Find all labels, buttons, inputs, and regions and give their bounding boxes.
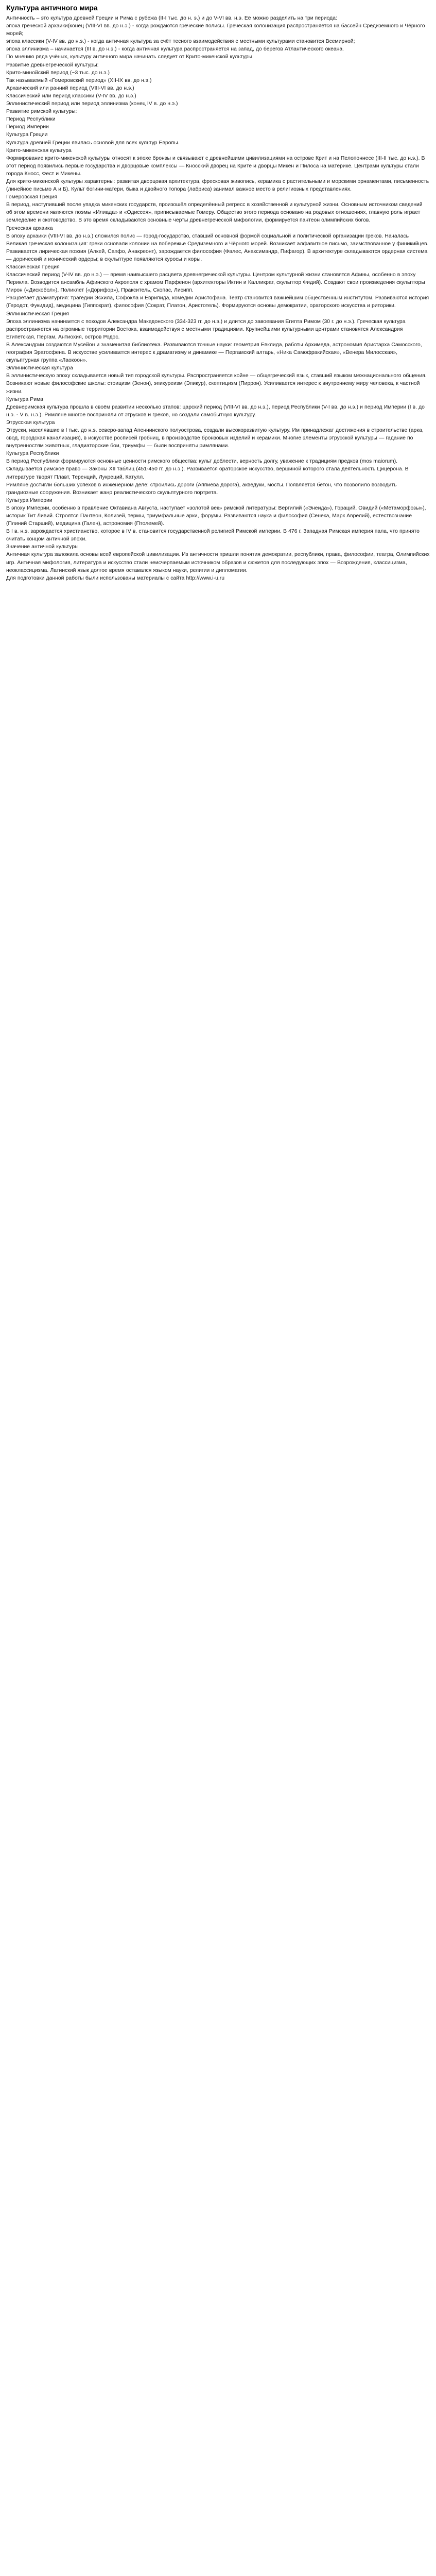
paragraph: Классический или период классики (V-IV вв. до н.э.) bbox=[6, 93, 136, 99]
paragraph: Расцветает драматургия: трагедии Эсхила, Софокла и Еврипида, комедии Аристофана. Театр становится важнейшим общественным институтом. Развиваются история (Геродот, Фукидид), медицина (Гиппократ), философия (Сократ, Платон, Аристотель). Формируются основы демократии, ораторского искусства и риторики. bbox=[6, 295, 429, 309]
paragraph: Так называемый «Гомеровский период» (XII-IX вв. до н.э.) bbox=[6, 77, 152, 83]
paragraph: Значение античной культуры bbox=[6, 544, 79, 550]
paragraph: Развитие римской культуры: bbox=[6, 109, 77, 115]
paragraph: Древнеримская культура прошла в своём развитии несколько этапов: царский период (VIII-VI вв. до н.э.), период Республики (V-I вв. до н.э.) и период Империи (I в. до н.э. - V в. н.э.). Римляне многое восприняли от этрусков и греков, но создали самобытную культуру. bbox=[6, 404, 425, 418]
paragraph: Античная культура заложила основы всей европейской цивилизации. Из античности пришли понятия демократии, республики, права, философии, театра, Олимпийских игр. Античная мифология, литература и искусство стали неисчерпаемым источником образов и сюжетов для последующих эпох — Возрождения, классицизма, неоклассицизма. Латинский язык долгое время оставался языком науки, религии и дипломатии. bbox=[6, 552, 430, 573]
paragraph: В эпоху архаики (VIII-VI вв. до н.э.) сложился полис — город-государство, ставший основной формой социальной и политической организации греков. Началась Великая греческая колонизация: греки основали колонии на побережье Средиземного и Чёрного морей. Возникает алфавитное письмо, заимствованное у финикийцев. Развивается лирическая поэзия (Алкей, Сапфо, Анакреонт), зарождается философия (Фалес, Анаксимандр, Пифагор). В архитектуре складываются ордерная система — дорический и ионический ордеры; в скульптуре появляются куросы и коры. bbox=[6, 233, 429, 262]
paragraph: Классическая Греция bbox=[6, 264, 60, 270]
paragraph: Культура Греции bbox=[6, 132, 48, 138]
paragraph: Античность – это культура древней Греции и Рима с рубежа (II-I тыс. до н. э.) и до V-VI вв. н.э. Её можно разделить на три периода: bbox=[6, 15, 337, 21]
paragraph: Культура Республики bbox=[6, 451, 59, 457]
paragraph: Период Республики bbox=[6, 116, 56, 123]
paragraph: Формирование крито-микенской культуры относят к эпохе бронзы и связывают с древнейшими цивилизациями на острове Крит и на Пелопоннесе (III-II тыс. до н.э.). В этот период появились первые государства и дворцовые комплексы — Кносский дворец на Крите и дворцы Микен и Пилоса на материке. Центрами культуры стали города Кносс, Фест и Микены. bbox=[6, 155, 425, 177]
paragraph: эпоха эллинизма – начинается (III в. до н.э.) - когда античная культура распространяется на запад, до берегов Атлантического океана. bbox=[6, 46, 344, 53]
paragraph: Крито-минойский период (~3 тыс. до н.э.) bbox=[6, 70, 110, 76]
paragraph: По мнению ряда учёных, культуру античного мира начинать следует от Крито-микенской культуры. bbox=[6, 54, 254, 60]
paragraph: Культура Рима bbox=[6, 396, 43, 402]
paragraph: Этрусская культура bbox=[6, 419, 55, 426]
paragraph: Этруски, населявшие в I тыс. до н.э. северо-запад Апеннинского полуострова, создали высокоразвитую культуру. Им принадлежат достижения в строительстве (арка, свод, городская канализация), в искусстве росписей гробниц, в производстве бронзовых изделий и керамики. Многие элементы этрусской культуры — гадание по внутренностям животных, гладиаторские бои, триумфы — были восприняты римлянами. bbox=[6, 427, 424, 449]
document-title: Культура античного мира bbox=[6, 4, 98, 12]
paragraph: Эллинистический период или период эллинизма (конец IV в. до н.э.) bbox=[6, 101, 178, 107]
paragraph: Эллинистическая Греция bbox=[6, 311, 69, 317]
paragraph: В период, наступивший после упадка микенских государств, произошёл определённый регресс в хозяйственной и культурной жизни. Основным источником сведений об этом времени являются поэмы «Илиада» и «Одиссея», приписываемые Гомеру. Общество этого периода основано на родовых отношениях, главную роль играет земледелие и скотоводство. В это время складываются основные черты древнегреческой мифологии, формируется пантеон олимпийских богов. bbox=[6, 202, 423, 224]
paragraph: В период Республики формируются основные ценности римского общества: культ доблести, верность долгу, уважение к традициям предков (mos maiorum). Складывается римское право — Законы XII таблиц (451-450 гг. до н.э.). Развивается ораторское искусство, вершиной которого стала деятельность Цицерона. В литературе творят Плавт, Теренций, Лукреций, Катулл. bbox=[6, 459, 409, 480]
paragraph: эпоха греческой архаики(конец (VIII-VI вв. до н.э.) - когда рождаются греческие полисы. Греческая колонизация распространяется на бассейн Средиземного и Чёрного морей; bbox=[6, 23, 425, 37]
paragraph: Греческая архаика bbox=[6, 225, 53, 231]
paragraph: Культура Империи bbox=[6, 497, 53, 503]
paragraph: В Александрии создаются Мусейон и знаменитая библиотека. Развиваются точные науки: геометрия Евклида, работы Архимеда, астрономия Аристарха Самосского, география Эратосфена. В искусстве усиливается интерес к драматизму и динамике — Пергамский алтарь, «Ника Самофракийская», «Венера Милосская», скульптурная группа «Лаокоон». bbox=[6, 342, 422, 364]
paragraph: Эллинистическая культура bbox=[6, 365, 73, 371]
paragraph: Для подготовки данной работы были использованы материалы с сайта http://www.i-u.ru bbox=[6, 575, 224, 581]
paragraph: Римляне достигли больших успехов в инженерном деле: строились дороги (Аппиева дорога), акведуки, мосты. Появляется бетон, что позволило возводить грандиозные сооружения. Возникает жанр реалистического скульптурного портрета. bbox=[6, 482, 397, 496]
paragraph: В эпоху Империи, особенно в правление Октавиана Августа, наступает «золотой век» римской литературы: Вергилий («Энеида»), Гораций, Овидий («Метаморфозы»), историк Тит Ливий. Строятся Пантеон, Колизей, термы, триумфальные арки, форумы. Развиваются наука и философия (Сенека, Марк Аврелий), естествознание (Плиний Старший), медицина (Гален), астрономия (Птолемей). bbox=[6, 505, 426, 527]
paragraph: Период Империи bbox=[6, 124, 49, 130]
paragraph: Крито-микенская культура bbox=[6, 147, 72, 154]
paragraph: Классический период (V-IV вв. до н.э.) — время наивысшего расцвета древнегреческой культуры. Центром культурной жизни становятся Афины, особенно в эпоху Перикла. Возводится ансамбль Афинского Акрополя с храмом Парфенон (архитекторы Иктин и Калликрат, скульптор Фидий). Создают свои произведения скульпторы Мирон («Дискобол»), Поликлет («Дорифор»), Пракситель, Скопас, Лисипп. bbox=[6, 272, 425, 294]
paragraph: Развитие древнегреческой культуры: bbox=[6, 62, 99, 68]
paragraph: Культура древней Греции явилась основой для всех культур Европы. bbox=[6, 140, 180, 146]
paragraph: Архаический или ранний период (VIII-VI вв. до н.э.) bbox=[6, 85, 134, 91]
paragraph: эпоха классики (V-IV вв. до н.э.) - когда античная культура за счёт тесного взаимодействия с местными культурами становится Всемирной; bbox=[6, 39, 355, 45]
paragraph: Гомеровская Греция bbox=[6, 194, 58, 200]
paragraph: В I в. н.э. зарождается христианство, которое в IV в. становится государственной религией Римской империи. В 476 г. Западная Римская империя пала, что принято считать концом античной эпохи. bbox=[6, 529, 420, 543]
paragraph: Эпоха эллинизма начинается с походов Александра Македонского (334-323 гг. до н.э.) и длится до завоевания Египта Римом (30 г. до н.э.). Греческая культура распространяется на огромные территории Востока, взаимодействуя с местными традициями. Крупнейшими культурными центрами становятся Александрия Египетская, Пергам, Антиохия, остров Родос. bbox=[6, 318, 406, 340]
paragraph: В эллинистическую эпоху складывается новый тип городской культуры. Распространяется койне — общегреческий язык, ставший языком межнационального общения. Возникают новые философские школы: стоицизм (Зенон), эпикуреизм (Эпикур), скептицизм (Пиррон). Усиливается интерес к внутреннему миру человека, к частной жизни. bbox=[6, 373, 427, 395]
document-page bbox=[0, 0, 436, 582]
document-body bbox=[6, 14, 430, 582]
paragraph: Для крито-микенской культуры характерны: развитая дворцовая архитектура, фресковая живопись, керамика с растительными и морскими орнаментами, письменность (линейное письмо А и Б). Культ богини-матери, быка и двойного топора (лабриса) занимал важное место в религиозных представлениях. bbox=[6, 178, 429, 193]
